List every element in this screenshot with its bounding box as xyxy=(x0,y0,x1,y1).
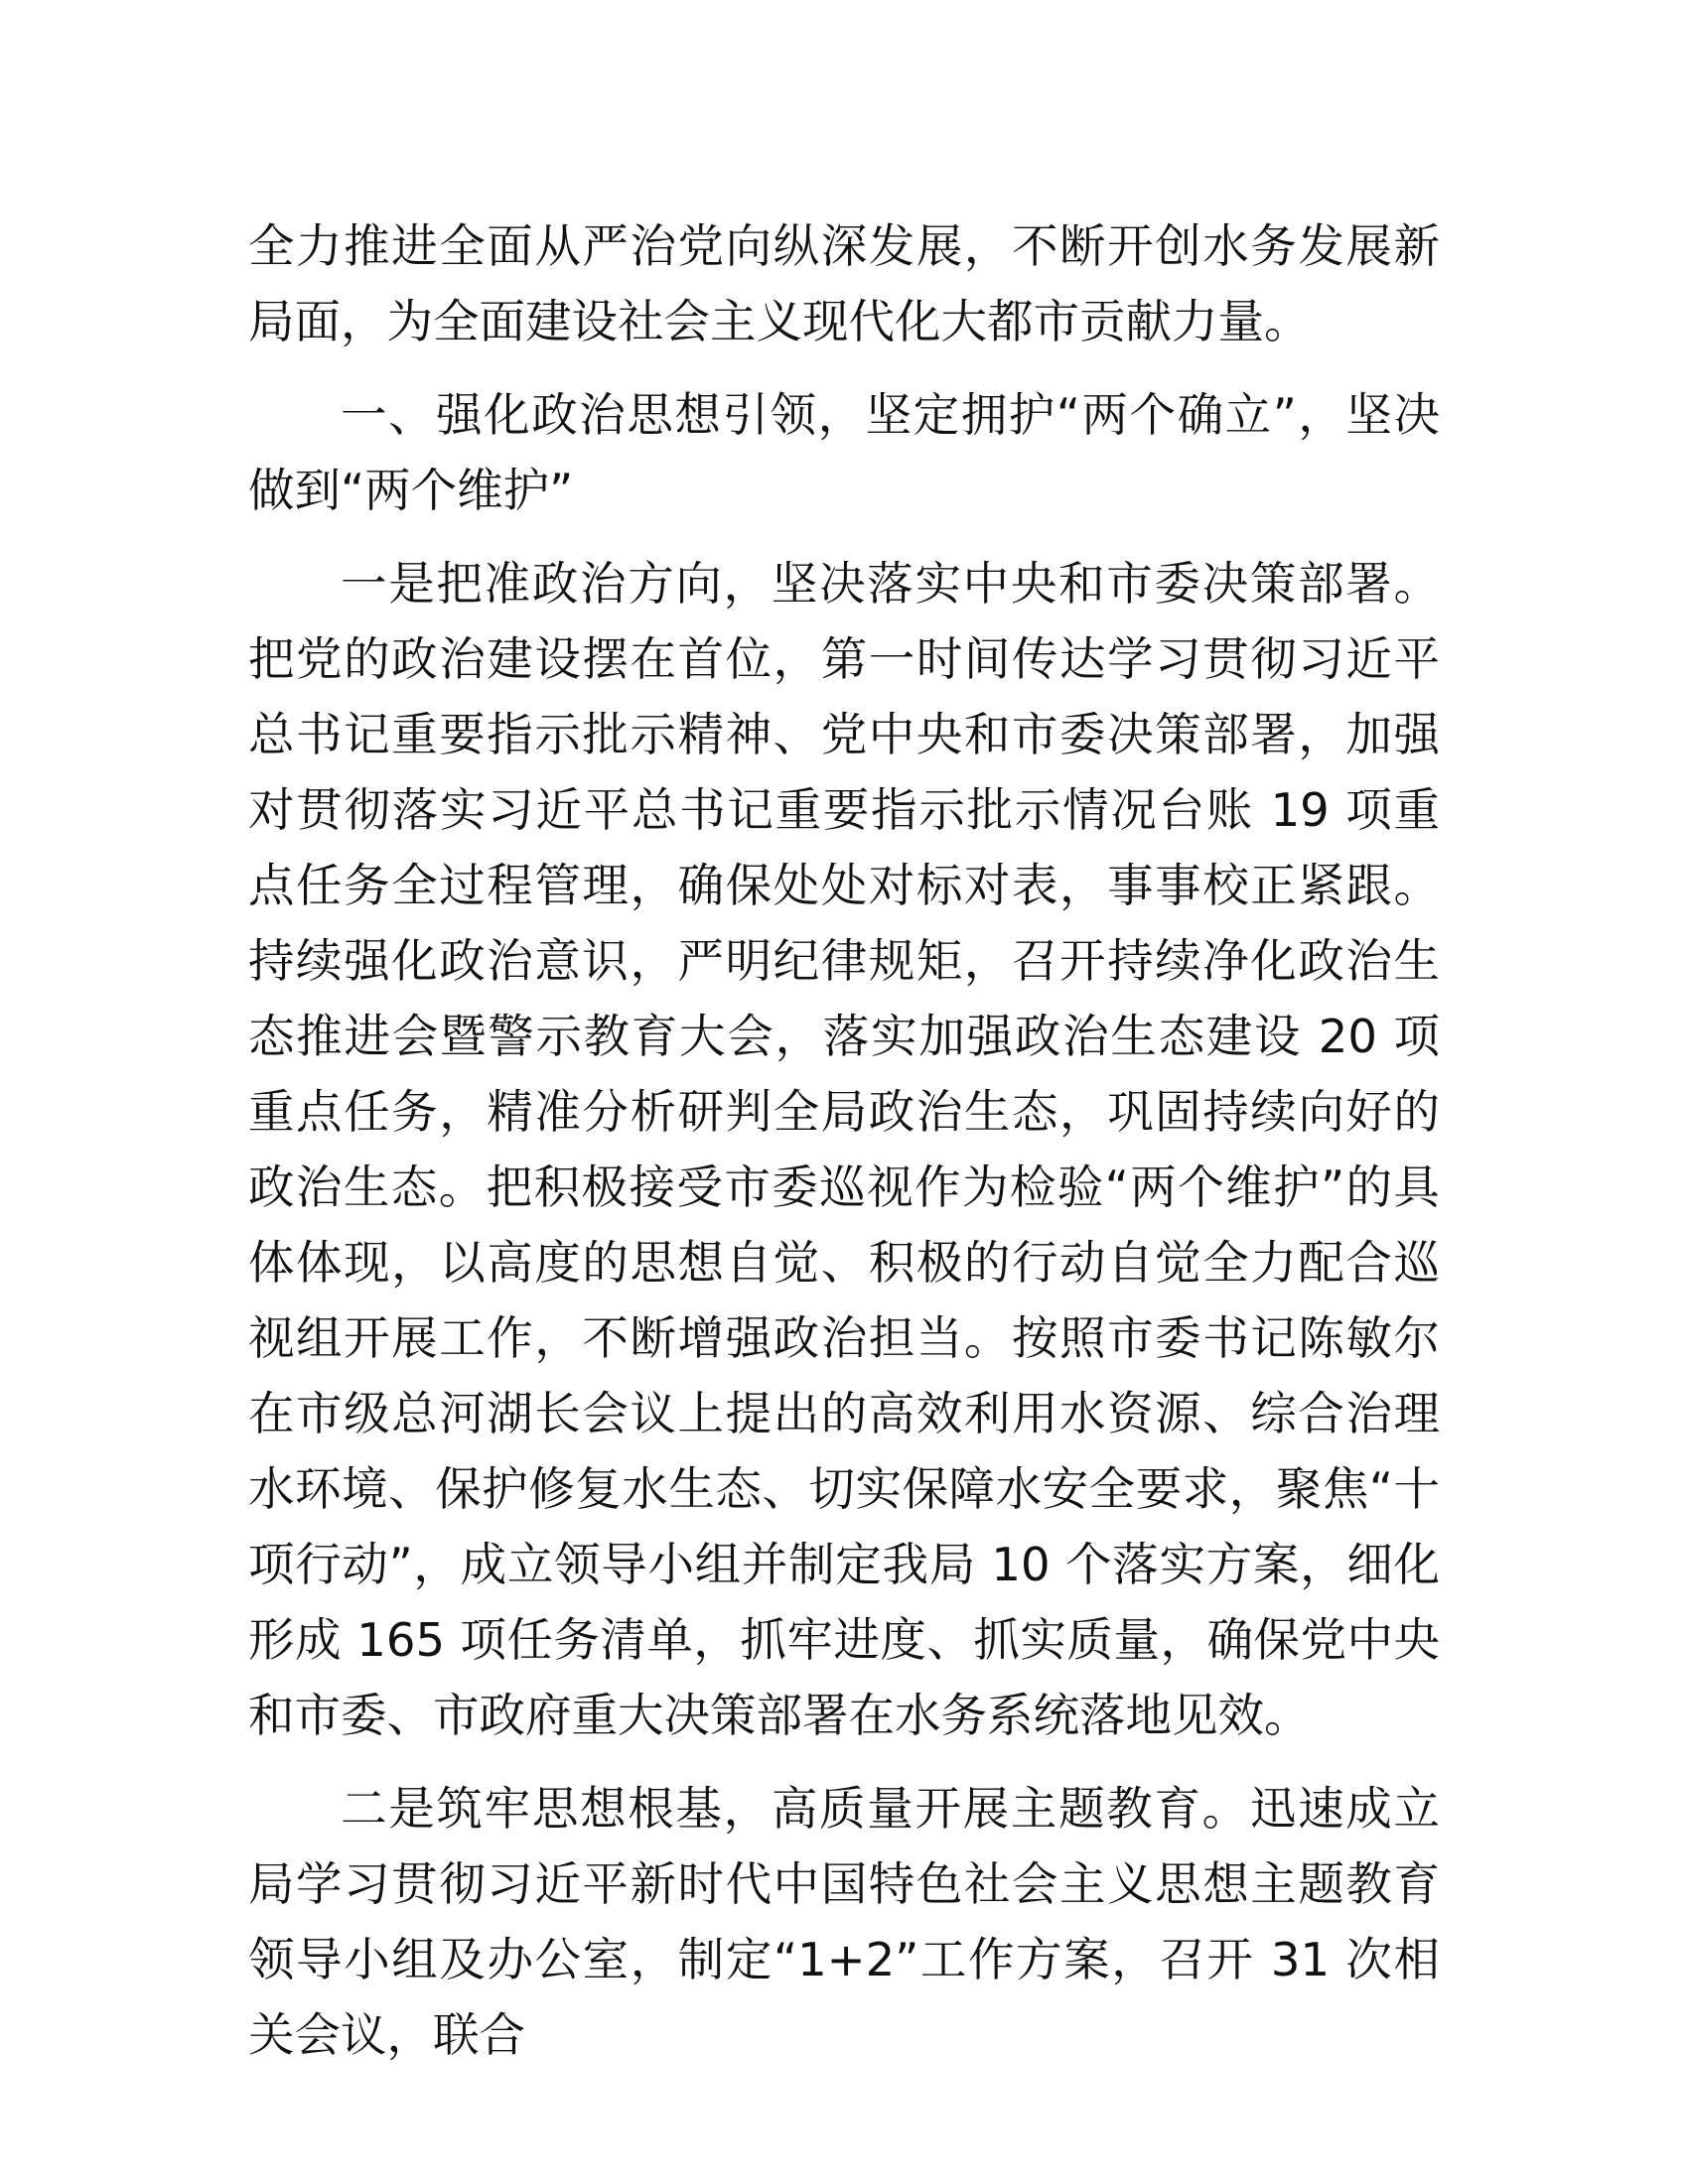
paragraph-ideological-foundation: 二是筑牢思想根基，高质量开展主题教育。迅速成立局学习贯彻习近平新时代中国特色社会主义思想主题教育领导小组及办公室，制定“1+2”工作方案，召开 31 次相关会议，联合 xyxy=(248,1782,1440,2062)
document-body xyxy=(248,208,1440,2091)
paragraph-opening: 全力推进全面从严治党向纵深发展，不断开创水务发展新局面，为全面建设社会主义现代化大都市贡献力量。 xyxy=(248,219,1440,348)
paragraph-political-direction: 一是把准政治方向，坚决落实中央和市委决策部署。把党的政治建设摆在首位，第一时间传达学习贯彻习近平总书记重要指示批示精神、党中央和市委决策部署，加强对贯彻落实习近平总书记重要指示批示情况台账 19 项重点任务全过程管理，确保处处对标对表，事事校正紧跟。持续强化政治意识，严明纪律规矩，召开持续净化政治生态推进会暨警示教育大会，落实加强政治生态建设 20 项重点任务，精准分析研判全局政治生态，巩固持续向好的政治生态。把积极接受市委巡视作为检验“两个维护”的具体体现，以高度的思想自觉、积极的行动自觉全力配合巡视组开展工作，不断增强政治担当。按照市委书记陈敏尔在市级总河湖长会议上提出的高效利用水资源、综合治理水环境、保护修复水生态、切实保障水安全要求，聚焦“十项行动”，成立领导小组并制定我局 10 个落实方案，细化形成 165 项任务清单，抓牢进度、抓实质量，确保党中央和市委、市政府重大决策部署在水务系统落地见效。 xyxy=(248,557,1440,1742)
section-heading-1: 一、强化政治思想引领，坚定拥护“两个确立”，坚决做到“两个维护” xyxy=(248,388,1440,517)
